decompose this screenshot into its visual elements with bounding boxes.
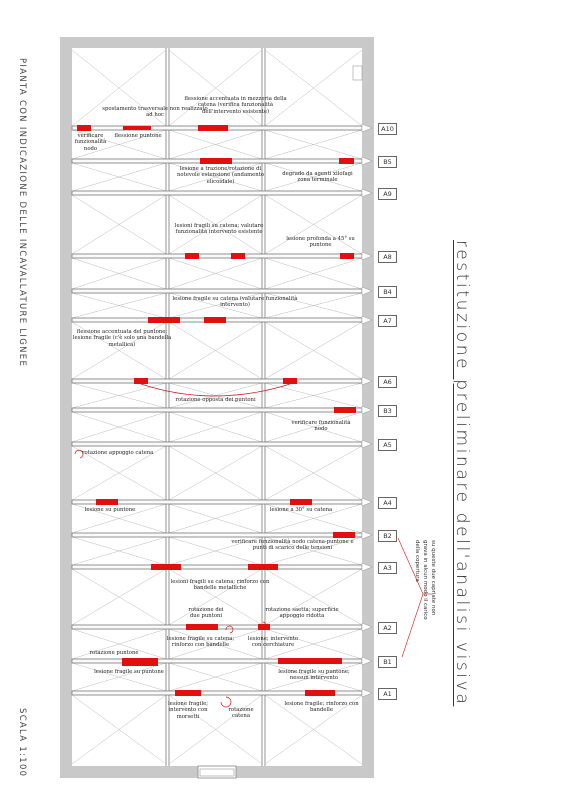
truss-tag-b1: B1: [378, 656, 397, 668]
damage-mark: [151, 564, 181, 570]
damage-mark: [175, 690, 201, 696]
analysis-title: restituzione preliminare dell'analisi visiva: [452, 240, 472, 707]
damage-mark: [186, 624, 218, 630]
truss-tag-a4: A4: [378, 497, 397, 509]
truss-beam: [72, 533, 362, 537]
annotation: rotazione saetta; superficie appoggio ridotta: [265, 607, 339, 620]
annotation: lesione; intervento con cerchiature: [247, 636, 299, 649]
longitudinal-beams: [166, 48, 265, 766]
truss-tag-b5: B5: [378, 156, 397, 168]
truss-tag-a7: A7: [378, 315, 397, 327]
damage-mark: [340, 253, 354, 259]
damage-mark: [305, 690, 335, 696]
annotation: rotazione appoggio catena: [82, 450, 154, 456]
annotation: rotazione puntone: [89, 650, 139, 656]
annotation: lesione su puntone: [84, 507, 136, 513]
scale-label: SCALA 1:100: [17, 708, 27, 778]
annotation: lesione fragile su catena (valutare funzionalità intervento): [172, 296, 298, 309]
damage-mark: [248, 564, 278, 570]
rotation-arrow: [221, 697, 231, 707]
annotation: lesioni fragili su catena; valutare funzionalità intervento esistente: [174, 223, 264, 236]
annotation: lesione fragile su puntone; nessun intervento: [278, 669, 350, 682]
damage-mark: [134, 378, 148, 384]
damage-mark: [333, 532, 355, 538]
truss-tag-a10: A10: [378, 123, 397, 135]
annotation: lesione a 30° su catena: [269, 507, 333, 513]
damage-mark: [339, 158, 354, 164]
annotation: rotazione dei due puntoni: [188, 607, 224, 620]
truss-beam: [72, 379, 362, 383]
annotation: lesione fragile; rinforzo con bandelle: [284, 701, 359, 714]
annotation: lesione profonda a 45° su puntone: [286, 236, 355, 249]
annotation: lesione a trazione/rotazione di notevole estensione (andamento elicoidale): [177, 166, 264, 185]
damage-mark: [278, 658, 342, 664]
annotation: flessione accentuata del puntone; lesione fragile (c'è solo una bandella metallica): [72, 329, 172, 348]
truss-tag-a8: A8: [378, 251, 397, 263]
truss-tag-a1: A1: [378, 688, 397, 700]
damage-mark: [77, 125, 91, 131]
damage-mark: [148, 317, 180, 323]
rotation-connector: [141, 384, 290, 396]
damage-mark: [283, 378, 297, 384]
annotation: rotazione catena: [228, 707, 254, 720]
damage-mark: [204, 317, 226, 323]
damage-mark: [96, 499, 118, 505]
truss-tag-a9: A9: [378, 188, 397, 200]
truss-tag-b3: B3: [378, 405, 397, 417]
annotation: lesioni fragili su catena; rinforzo con bandelle metalliche: [170, 579, 270, 592]
annotation: flessione puntone: [114, 133, 162, 139]
truss-beam: [72, 191, 362, 195]
drawing-title: PIANTA CON INDICAZIONE DELLE INCAVALLATURE LIGNEE: [17, 58, 27, 368]
annotation: flessione accentuata in mezzeria della catena (verifica funzionalità dell'intervento esistente): [184, 96, 287, 115]
annotation: rotazione opposta dei puntoni: [175, 397, 256, 403]
annotation: lesione fragile su catena; rinforzo con bandelle: [166, 636, 235, 649]
annotation: verificare funzionalità nodo catena-puntone e punti di scarico delle tensioni: [231, 539, 354, 552]
truss-beam: [72, 565, 362, 569]
damage-mark: [290, 499, 312, 505]
annotation: lesione fragile su puntone: [94, 669, 164, 675]
truss-beam: [72, 408, 362, 412]
damage-mark: [200, 158, 232, 164]
damage-mark: [122, 658, 158, 666]
annotation: verificare funzionalità nodo: [74, 133, 107, 152]
damage-mark: [231, 253, 245, 259]
annotation: degrado da agenti xilofagi zona terminale: [282, 171, 353, 184]
truss-beam: [72, 442, 362, 446]
damage-mark: [198, 125, 228, 131]
annotation: spostamento trasversale non realizzato ad hoc: [102, 106, 208, 119]
annotation: lesione fragile; intervento con morsetti: [167, 701, 208, 720]
truss-tag-b2: B2: [378, 530, 397, 542]
truss-tag-b4: B4: [378, 286, 397, 298]
damage-mark: [334, 407, 356, 413]
damage-mark: [123, 126, 151, 130]
truss-tag-a5: A5: [378, 439, 397, 451]
damage-mark: [185, 253, 199, 259]
truss-tag-a2: A2: [378, 622, 397, 634]
annotation: verificare funzionalità nodo: [291, 420, 351, 433]
truss-beam: [72, 254, 362, 258]
side-note: su queste due capriate non grava in alcun modo il carico della copertura: [414, 540, 436, 620]
truss-beam: [72, 289, 362, 293]
truss-tag-a6: A6: [378, 376, 397, 388]
truss-tag-a3: A3: [378, 562, 397, 574]
bracing-diagonals: [72, 50, 362, 764]
